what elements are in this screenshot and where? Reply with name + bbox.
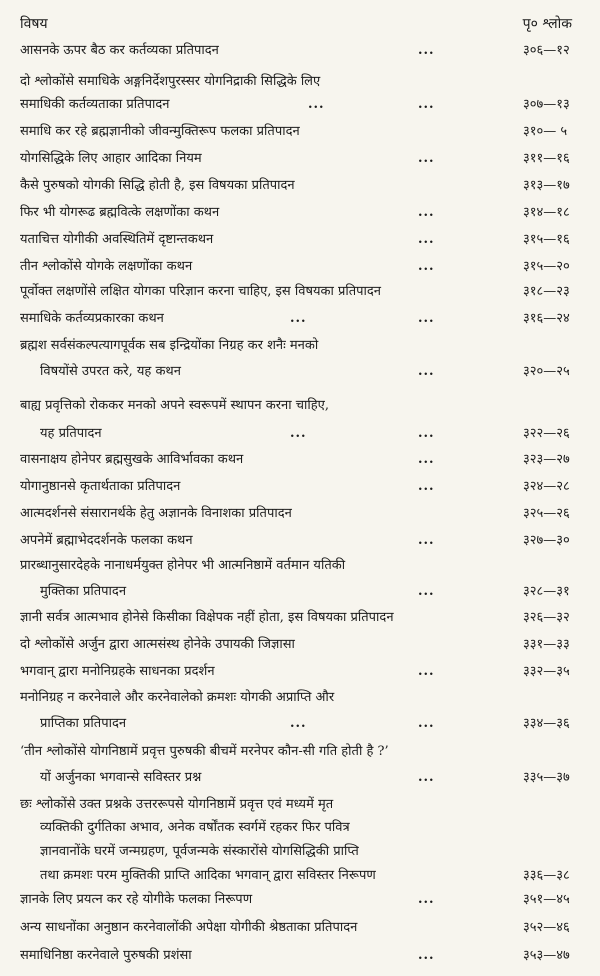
- leader-dots: ...: [418, 364, 435, 379]
- entry-page: ३३४—३६: [523, 716, 570, 731]
- leader-dots: ...: [418, 664, 435, 679]
- index-entry: [0, 633, 600, 657]
- leader-dots: ...: [418, 452, 435, 467]
- index-entry: [0, 916, 600, 940]
- index-entry: [0, 334, 600, 358]
- entry-text: मनोनिग्रह न करनेवाले और करनेवालेको क्रमशः योगकी अप्राप्ति और: [20, 690, 335, 705]
- entry-text: ज्ञानके लिए प्रयत्न कर रहे योगीके फलका निरूपण: [20, 892, 253, 907]
- entry-page: ३१०— ५: [523, 124, 568, 139]
- entry-page: ३२०—२५: [523, 364, 570, 379]
- entry-text: प्राप्तिका प्रतिपादन: [40, 716, 127, 731]
- entry-text: समाधिनिष्ठा करनेवाले पुरुषकी प्रशंसा: [20, 948, 192, 963]
- index-entry: [0, 174, 600, 198]
- entry-page: ३५३—४७: [523, 948, 570, 963]
- entry-page: ३०७—१३: [523, 97, 570, 112]
- index-entry: [0, 793, 600, 817]
- entry-text: मुक्तिका प्रतिपादन: [40, 584, 127, 599]
- index-entry: [0, 120, 600, 144]
- index-entry: [0, 816, 600, 840]
- leader-dots: ...: [418, 205, 435, 220]
- leader-dots: ...: [290, 311, 307, 326]
- leader-dots: ...: [418, 948, 435, 963]
- index-header: [0, 10, 600, 36]
- index-entry: [0, 201, 600, 225]
- leader-dots: ...: [418, 533, 435, 548]
- leader-dots: ...: [418, 716, 435, 731]
- entry-text: समाधिकी कर्तव्यताका प्रतिपादन: [20, 97, 170, 112]
- index-entry: [0, 147, 600, 171]
- entry-page: ३१५—२०: [523, 259, 570, 274]
- index-entry: [0, 686, 600, 710]
- entry-text: समाधिके कर्तव्यप्रकारका कथन: [20, 311, 164, 326]
- entry-text: अपनेमें ब्रह्माभेददर्शनके फलका कथन: [20, 533, 193, 548]
- page-verse-column-heading: पृ० श्लोक: [522, 16, 572, 32]
- entry-text: योगानुष्ठानसे कृतार्थताका प्रतिपादन: [20, 479, 181, 494]
- leader-dots: ...: [290, 426, 307, 441]
- entry-page: ३१५—१६: [523, 232, 570, 247]
- entry-page: ३३५—३७: [523, 770, 570, 785]
- entry-page: ३२७—३०: [523, 533, 570, 548]
- index-entry: [0, 840, 600, 864]
- entry-text: आसनके ऊपर बैठ कर कर्तव्यका प्रतिपादन: [20, 43, 219, 58]
- leader-dots: ...: [418, 151, 435, 166]
- index-entry: [0, 39, 600, 63]
- entry-page: ३२४—२८: [523, 479, 570, 494]
- entry-text: व्यक्तिकी दुर्गतिका अभाव, अनेक वर्षोंतक स्वर्गमें रहकर फिर पवित्र: [40, 820, 350, 835]
- index-entry: [0, 422, 600, 446]
- entry-page: ३३६—३८: [523, 868, 570, 883]
- entry-text: कैसे पुरुषको योगकी सिद्धि होती है, इस विषयका प्रतिपादन: [20, 178, 295, 193]
- index-entry: [0, 766, 600, 790]
- index-entry: [0, 93, 600, 117]
- entry-page: ३१६—२४: [523, 311, 570, 326]
- entry-text: ब्रह्मश सर्वसंकल्पत्यागपूर्वक सब इन्द्रियोंका निग्रह कर शनैः मनको: [20, 338, 319, 353]
- index-entry: [0, 888, 600, 912]
- leader-dots: ...: [418, 43, 435, 58]
- leader-dots: ...: [418, 311, 435, 326]
- entry-text: यह प्रतिपादन: [40, 426, 102, 441]
- entry-text: तथा क्रमशः परम मुक्तिकी प्राप्ति आदिका भगवान् द्वारा सविस्तर निरूपण: [40, 868, 376, 883]
- index-entry: [0, 360, 600, 384]
- index-entry: [0, 502, 600, 526]
- subject-column-heading: विषय: [20, 16, 48, 32]
- entry-text: योगसिद्धिके लिए आहार आदिका नियम: [20, 151, 202, 166]
- index-entry: [0, 554, 600, 578]
- entry-text: अन्य साधनोंका अनुष्ठान करनेवालोंकी अपेक्षा योगीकी श्रेष्ठताका प्रतिपादन: [20, 920, 358, 935]
- entry-text: दो श्लोकोंसे समाधिके अङ्गनिर्देशपुरस्सर योगनिद्राकी सिद्धिके लिए: [20, 74, 321, 89]
- entry-page: ३२३—२७: [523, 452, 570, 467]
- entry-text: वासनाक्षय होनेपर ब्रह्मसुखके आविर्भावका कथन: [20, 452, 244, 467]
- entry-page: ३११—१६: [523, 151, 570, 166]
- entry-page: ३२२—२६: [523, 426, 570, 441]
- index-entry: [0, 394, 600, 418]
- entry-text: समाधि कर रहे ब्रह्मज्ञानीको जीवन्मुक्तिरूप फलका प्रतिपादन: [20, 124, 300, 139]
- leader-dots: ...: [418, 584, 435, 599]
- entry-text: ज्ञानवानोंके घरमें जन्मग्रहण, पूर्वजन्मके संस्कारोंसे योगसिद्धिकी प्राप्ति: [40, 844, 359, 859]
- entry-text: यताचित्त योगीकी अवस्थितिमें दृष्टान्तकथन: [20, 232, 214, 247]
- index-entry: [0, 660, 600, 684]
- leader-dots: ...: [418, 479, 435, 494]
- leader-dots: ...: [418, 232, 435, 247]
- index-entry: [0, 944, 600, 968]
- leader-dots: ...: [418, 97, 435, 112]
- index-entry: [0, 255, 600, 279]
- index-entry: [0, 712, 600, 736]
- entry-page: ३१३—१७: [523, 178, 570, 193]
- entry-text: दो श्लोकोंसे अर्जुन द्वारा आत्मसंस्थ होनेके उपायकी जिज्ञासा: [20, 637, 295, 652]
- entry-text: आत्मदर्शनसे संसारानर्थके हेतु अज्ञानके विनाशका प्रतिपादन: [20, 506, 292, 521]
- index-entry: [0, 448, 600, 472]
- index-entry: [0, 307, 600, 331]
- index-entry: [0, 70, 600, 94]
- leader-dots: ...: [418, 259, 435, 274]
- index-entry: [0, 228, 600, 252]
- index-entry: [0, 529, 600, 553]
- entry-page: ३२८—३१: [523, 584, 570, 599]
- index-entry: [0, 475, 600, 499]
- leader-dots: ...: [418, 892, 435, 907]
- entry-text: पूर्वोक्त लक्षणोंसे लक्षित योगका परिज्ञान करना चाहिए, इस विषयका प्रतिपादन: [20, 284, 382, 299]
- entry-text: फिर भी योगरूढ ब्रह्मवित्के लक्षणोंका कथन: [20, 205, 220, 220]
- entry-text: छः श्लोकोंसे उक्त प्रश्नके उत्तररूपसे योगनिष्ठामें प्रवृत्त एवं मध्यमें मृत: [20, 797, 334, 812]
- entry-text: भगवान् द्वारा मनोनिग्रहके साधनका प्रदर्शन: [20, 664, 215, 679]
- index-entry: [0, 280, 600, 304]
- entry-page: ३५२—४६: [523, 920, 570, 935]
- entry-text: प्रारब्धानुसारदेहके नानाधर्मयुक्त होनेपर भी आत्मनिष्ठामें वर्तमान यतिकी: [20, 558, 346, 573]
- leader-dots: ...: [290, 716, 307, 731]
- entry-text: ‘तीन श्लोकोंसे योगनिष्ठामें प्रवृत्त पुरुषकी बीचमें मरनेपर कौन-सी गति होती है ?’: [20, 744, 389, 759]
- entry-text: ज्ञानी सर्वत्र आत्मभाव होनेसे किसीका विक्षेपक नहीं होता, इस विषयका प्रतिपादन: [20, 610, 394, 625]
- entry-page: ३२५—२६: [523, 506, 570, 521]
- entry-text: तीन श्लोकोंसे योगके लक्षणोंका कथन: [20, 259, 193, 274]
- entry-text: बाह्य प्रवृत्तिको रोककर मनको अपने स्वरूपमें स्थापन करना चाहिए,: [20, 398, 329, 413]
- entry-page: ३३१—३३: [523, 637, 570, 652]
- index-entry: [0, 606, 600, 630]
- entry-text: विषयोंसे उपरत करे, यह कथन: [40, 364, 181, 379]
- entry-page: ३१८—२३: [523, 284, 570, 299]
- index-entry: [0, 740, 600, 764]
- index-entry: [0, 864, 600, 888]
- index-entry: [0, 580, 600, 604]
- entry-page: ३०६—१२: [523, 43, 570, 58]
- entry-page: ३१४—१८: [523, 205, 570, 220]
- entry-page: ३५१—४५: [523, 892, 570, 907]
- leader-dots: ...: [308, 97, 325, 112]
- leader-dots: ...: [418, 426, 435, 441]
- entry-page: ३२६—३२: [523, 610, 570, 625]
- entry-text: यों अर्जुनका भगवान्से सविस्तर प्रश्न: [40, 770, 202, 785]
- entry-page: ३३२—३५: [523, 664, 570, 679]
- leader-dots: ...: [418, 770, 435, 785]
